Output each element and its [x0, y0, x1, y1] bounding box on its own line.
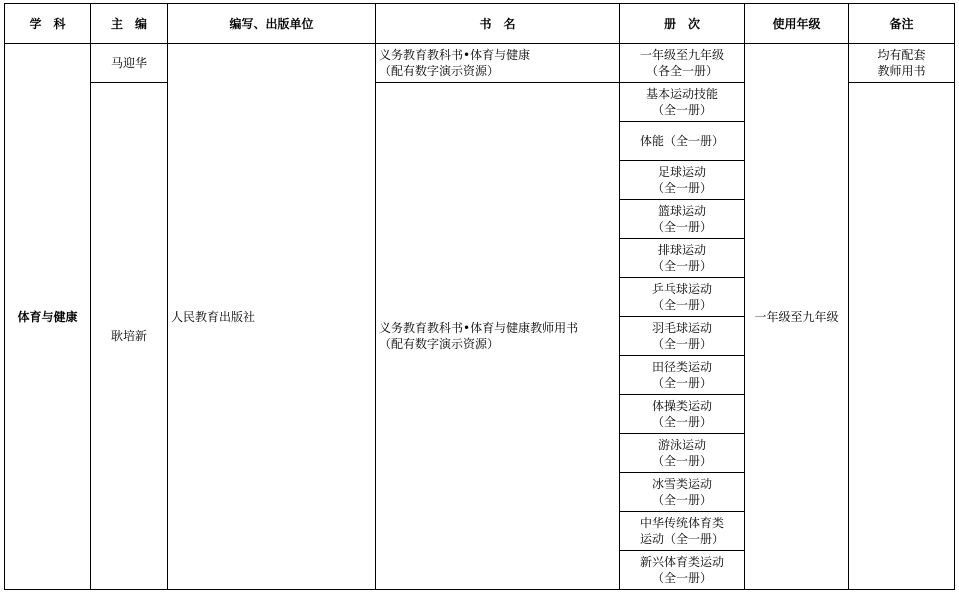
remark-cell-empty	[849, 83, 955, 590]
volume-cell: 排球运动 （全一册）	[620, 239, 745, 278]
header-row	[5, 4, 955, 44]
remark-cell: 均有配套 教师用书	[849, 44, 955, 83]
volume-cell: 中华传统体育类 运动（全一册）	[620, 512, 745, 551]
header-remark: 备注	[849, 4, 955, 44]
title-cell: 义务教育教科书•体育与健康 （配有数字演示资源）	[376, 44, 620, 83]
header-publisher: 编写、出版单位	[168, 4, 376, 44]
volume-cell: 游泳运动 （全一册）	[620, 434, 745, 473]
volume-cell: 田径类运动 （全一册）	[620, 356, 745, 395]
table-row	[5, 44, 955, 83]
publisher-cell: 人民教育出版社	[168, 44, 376, 590]
volume-cell: 篮球运动 （全一册）	[620, 200, 745, 239]
header-title: 书 名	[376, 4, 620, 44]
editor-cell: 马迎华	[91, 44, 168, 83]
header-subject: 学 科	[5, 4, 91, 44]
volume-cell: 体操类运动 （全一册）	[620, 395, 745, 434]
textbook-table	[4, 3, 955, 590]
volume-cell: 羽毛球运动 （全一册）	[620, 317, 745, 356]
editor-cell: 耿培新	[91, 83, 168, 590]
volume-cell: 足球运动 （全一册）	[620, 161, 745, 200]
header-editor: 主 编	[91, 4, 168, 44]
volume-cell: 一年级至九年级 （各全一册）	[620, 44, 745, 83]
title-cell: 义务教育教科书•体育与健康教师用书 （配有数字演示资源）	[376, 83, 620, 590]
grade-cell: 一年级至九年级	[745, 44, 849, 590]
volume-cell: 冰雪类运动 （全一册）	[620, 473, 745, 512]
volume-cell: 基本运动技能 （全一册）	[620, 83, 745, 122]
volume-cell: 新兴体育类运动 （全一册）	[620, 551, 745, 590]
subject-cell: 体育与健康	[5, 44, 91, 590]
header-volume: 册 次	[620, 4, 745, 44]
volume-cell: 乒乓球运动 （全一册）	[620, 278, 745, 317]
volume-cell: 体能（全一册）	[620, 122, 745, 161]
header-grade: 使用年级	[745, 4, 849, 44]
